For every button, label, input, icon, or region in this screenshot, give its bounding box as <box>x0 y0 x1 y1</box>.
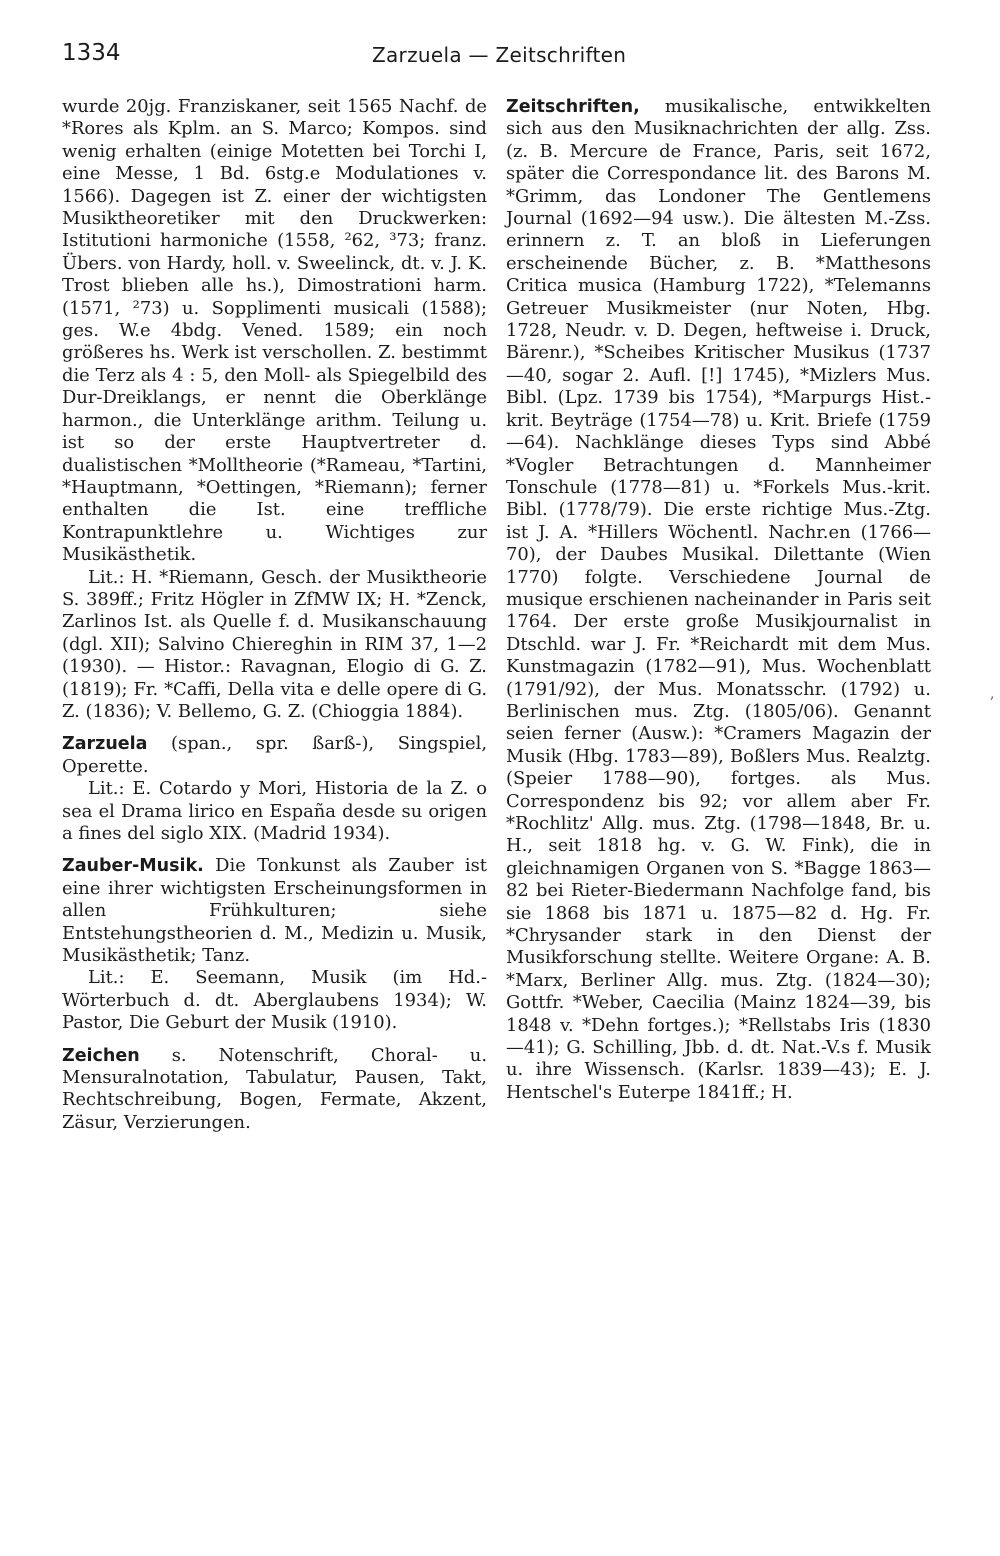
zarlino-continuation: wurde 20jg. Franziskaner, seit 1565 Nachf. de *Rores als Kplm. an S. Marco; Kompos. sind wenig erhalten (einige Motetten bei Torchi I, eine Messe, 1 Bd. 6stg.e Modulationes v. 1566). Dagegen ist Z. einer der wichtigsten Musiktheoretiker mit den Druckwerken: Istitutioni harmoniche (1558, ²62, ³73; franz. Übers. von Hardy, holl. v. Sweelinck, dt. v. J. K. Trost blieben alle hs.), Dimostrationi harm. (1571, ²73) u. Sopplimenti musicali (1588); ges. W.e 4bdg. Vened. 1589; ein noch größeres hs. Werk ist verschollen. Z. bestimmt die Terz als 4 : 5, den Moll- als Spiegelbild des Dur-Dreiklangs, er nennt die Oberklänge harmon., die Unterklänge arithm. Teilung u. ist so der erste Hauptvertreter d. dualistischen *Molltheorie (*Rameau, *Tartini, *Hauptmann, *Oettingen, *Riemann); ferner enthalten die Ist. eine treffliche Kontrapunktlehre u. Wichtiges zur Musikästhetik. <box>62 96 487 566</box>
zarlino-literature: Lit.: H. *Riemann, Gesch. der Musiktheorie S. 389ff.; Fritz Högler in ZfMW IX; H. *Zenck, Zarlinos Ist. als Quelle f. d. Musikanschauung (dgl. XII); Salvino Chiereghin in RIM 37, 1—2 (1930). — Histor.: Ravagnan, Elogio di G. Z. (1819); Fr. *Caffi, Della vita e delle opere di G. Z. (1836); V. Bellemo, G. Z. (Chioggia 1884). <box>62 566 487 722</box>
headword-zeitschriften: Zeitschriften, <box>506 97 640 117</box>
running-head: Zarzuela — Zeitschriften <box>372 43 627 67</box>
zeitschriften-text: musikalische, entwikkelten sich aus den Musiknachrichten der allg. Zss. (z. B. Mercure de France, Paris, seit 1672, später die Correspondance lit. des Barons M. *Grimm, das Londoner The Gentlemens Journal (1692—94 usw.). Die ältesten M.-Zss. erinnern z. T. an bloß in Lieferungen erscheinende Bücher, z. B. *Matthesons Critica musica (Hamburg 1722), *Telemanns Getreuer Musikmeister (nur Noten, Hbg. 1728, Neudr. v. D. Degen, heftweise i. Druck, Bärenr.), *Scheibes Kritischer Musikus (1737—40, sogar 2. Aufl. [!] 1745), *Mizlers Mus. Bibl. (Lpz. 1739 bis 1754), *Marpurgs Hist.-krit. Beyträge (1754—78) u. Krit. Briefe (1759—64). Nachklänge dieses Typs sind Abbé *Vogler Betrachtungen d. Mannheimer Tonschule (1778—81) u. *Forkels Mus.-krit. Bibl. (1778/79). Die erste richtige Mus.-Ztg. ist J. A. *Hillers Wöchentl. Nachr.en (1766—70), der Daubes Musikal. Dilettante (Wien 1770) folgte. Verschiedene Journal de musique erschienen nacheinander in Paris seit 1764. Der erste große Musikjournalist in Dtschld. war J. Fr. *Reichardt mit dem Mus. Kunstmagazin (1782—91), Mus. Wochenblatt (1791/92), der Mus. Monatsschr. (1792) u. Berlinischen mus. Ztg. (1805/06). Genannt seien ferner (Ausw.): *Cramers Magazin der Musik (Hbg. 1783—89), Boßlers Mus. Realztg. (Speier 1788—90), fortges. als Mus. Correspondenz bis 92; vor allem aber Fr. *Rochlitz' Allg. mus. Ztg. (1798—1848, Br. u. H., seit 1818 hg. v. G. W. Fink), die in gleichnamigen Organen von S. *Bagge 1863—82 bei Rieter-Biedermann Nachfolge fand, bis sie 1868 bis 1871 u. 1875—82 d. Hg. Fr. *Chrysander stark in den Dienst der Musikforschung stellte. Weitere Organe: A. B. *Marx, Berliner Allg. mus. Ztg. (1824—30); Gottfr. *Weber, Caecilia (Mainz 1824—39, bis 1848 v. *Dehn fortges.); *Rellstabs Iris (1830—41); G. Schilling, Jbb. d. dt. Nat.-V.s f. Musik u. ihre Wissensch. (Karlsr. 1839—43); E. J. Hentschel's Euterpe 1841ff.; H. <box>506 96 932 1103</box>
zarzuela-literature: Lit.: E. Cotardo y Mori, Historia de la Z. o sea el Drama lirico en España desde su origen a fines del siglo XIX. (Madrid 1934). <box>62 778 487 844</box>
margin-mark: , <box>990 686 995 702</box>
headword-zeichen: Zeichen <box>62 1045 140 1066</box>
zauber-musik-literature: Lit.: E. Seemann, Musik (im Hd.-Wörterbuch d. dt. Aberglaubens 1934); W. Pastor, Die Geburt der Musik (1910). <box>62 967 487 1034</box>
headword-zarzuela: Zarzuela <box>62 734 148 755</box>
headword-zauber-musik: Zauber-Musik. <box>62 856 204 877</box>
entry-zauber-musik <box>62 855 487 967</box>
entry-zeitschriften <box>506 96 931 1104</box>
left-column <box>62 96 487 1134</box>
page-number: 1334 <box>62 40 121 66</box>
page-header <box>62 40 938 74</box>
zeichen-definition: s. Notenschrift, Choral- u. Mensuralnotation, Tabulatur, Pausen, Takt, Rechtschreibung, Bogen, Fermate, Akzent, Zäsur, Verzierungen. <box>62 1044 488 1133</box>
entry-zarzuela <box>62 733 487 778</box>
entry-zeichen <box>62 1045 487 1135</box>
zauber-musik-definition: Die Tonkunst als Zauber ist eine ihrer wichtigsten Erscheinungsformen in allen Frühkulturen; siehe Entstehungstheorien d. M., Medizin u. Musik, Musikästhetik; Tanz. <box>62 855 487 967</box>
right-column <box>506 96 931 1104</box>
zarzuela-definition: (span., spr. ßarß-), Singspiel, Operette. <box>62 733 488 777</box>
